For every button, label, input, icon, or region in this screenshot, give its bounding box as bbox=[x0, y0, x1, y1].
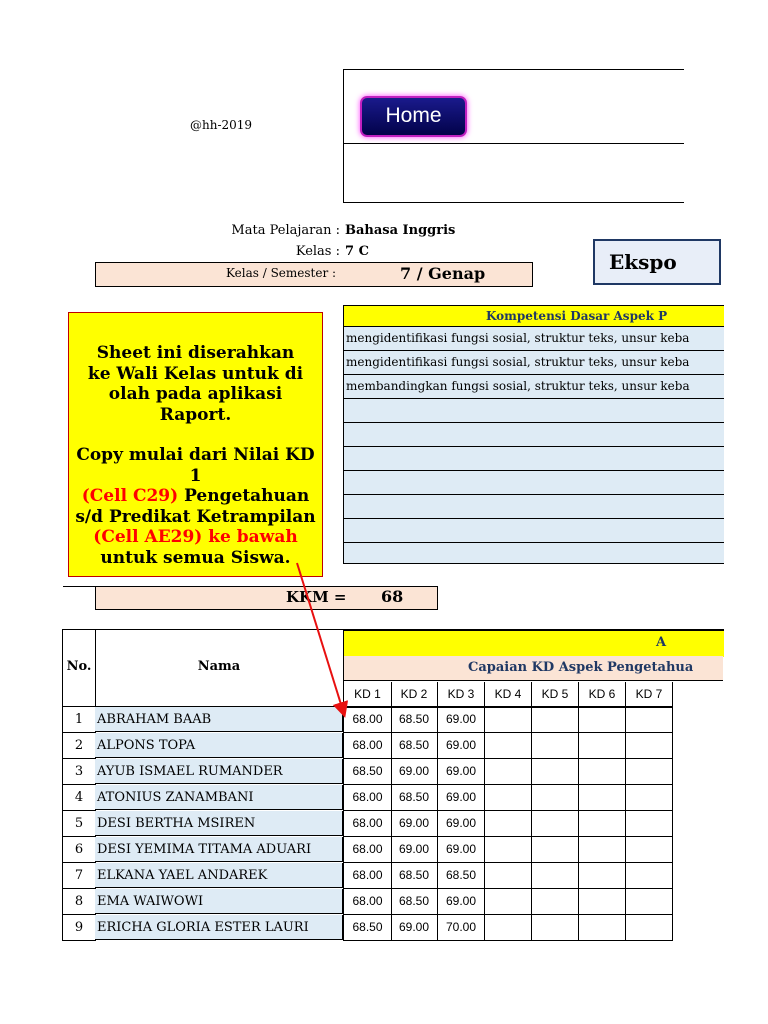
kd-column-header: KD 4 bbox=[485, 682, 532, 708]
kkm-label: KKM = bbox=[286, 588, 347, 606]
kd-score-cell[interactable]: 68.50 bbox=[391, 863, 438, 889]
kd-score-cell[interactable]: 69.00 bbox=[391, 915, 438, 941]
kd-row: mengidentifikasi fungsi sosial, struktur teks, unsur keba bbox=[344, 351, 724, 375]
kd-score-cell[interactable]: 69.00 bbox=[391, 759, 438, 785]
kd-score-cell[interactable]: 69.00 bbox=[438, 707, 485, 733]
kd-score-cell[interactable]: 68.50 bbox=[343, 759, 392, 785]
kd-score-cell[interactable]: 68.50 bbox=[391, 733, 438, 759]
kd-column-header: KD 7 bbox=[626, 682, 673, 708]
row-number: 2 bbox=[62, 733, 96, 759]
no-column-header: No. bbox=[62, 629, 96, 707]
row-number: 9 bbox=[62, 915, 96, 941]
row-number: 1 bbox=[62, 707, 96, 733]
kd-score-cell[interactable]: 69.00 bbox=[438, 889, 485, 915]
capaian-header: Capaian KD Aspek Pengetahua bbox=[343, 656, 723, 681]
row-number: 8 bbox=[62, 889, 96, 915]
note-line-1: Sheet ini diserahkan ke Wali Kelas untuk di olah pada aplikasi Raport. bbox=[87, 343, 304, 425]
kd-score-cell[interactable]: 68.00 bbox=[343, 785, 392, 811]
kd-score-cell[interactable]: 68.00 bbox=[343, 863, 392, 889]
kd-score-cell[interactable]: 68.00 bbox=[343, 811, 392, 837]
kelas-label: Kelas : bbox=[295, 244, 340, 259]
credit-label: @hh-2019 bbox=[190, 118, 253, 132]
row-number: 5 bbox=[62, 811, 96, 837]
nama-column-header: Nama bbox=[95, 629, 344, 707]
kd-score-cell[interactable]: 69.00 bbox=[438, 837, 485, 863]
row-number: 4 bbox=[62, 785, 96, 811]
student-name[interactable]: EMA WAIWOWI bbox=[95, 889, 343, 914]
student-name[interactable]: ALPONS TOPA bbox=[95, 733, 343, 758]
kd-column-header: KD 1 bbox=[343, 682, 392, 708]
kd-score-cell[interactable]: 68.00 bbox=[343, 733, 392, 759]
student-name[interactable]: ERICHA GLORIA ESTER LAURI bbox=[95, 915, 343, 940]
student-name[interactable]: DESI YEMIMA TITAMA ADUARI bbox=[95, 837, 343, 862]
kd-score-cell[interactable]: 70.00 bbox=[438, 915, 485, 941]
kd-score-cell[interactable]: 69.00 bbox=[438, 759, 485, 785]
note-line-2a: Copy mulai dari Nilai KD 1 bbox=[76, 445, 315, 486]
student-name[interactable]: AYUB ISMAEL RUMANDER bbox=[95, 759, 343, 784]
home-button[interactable]: Home bbox=[360, 96, 467, 137]
kd-score-cell[interactable]: 68.50 bbox=[391, 707, 438, 733]
note-line-2e: untuk semua Siswa. bbox=[100, 547, 291, 568]
row-number: 6 bbox=[62, 837, 96, 863]
kelas-value: 7 C bbox=[345, 244, 369, 259]
note-cell-c29: (Cell C29) bbox=[81, 486, 179, 506]
kd-column-header: KD 5 bbox=[532, 682, 579, 708]
kd-score-cell[interactable]: 68.50 bbox=[391, 889, 438, 915]
kd-score-cell[interactable]: 69.00 bbox=[438, 785, 485, 811]
row-number: 3 bbox=[62, 759, 96, 785]
kd-column-header: KD 6 bbox=[579, 682, 626, 708]
note-cell-ae29: (Cell AE29) ke bawah bbox=[93, 527, 298, 547]
kelas-semester-label: Kelas / Semester : bbox=[226, 266, 337, 280]
student-name[interactable]: DESI BERTHA MSIREN bbox=[95, 811, 343, 836]
kd-score-cell[interactable]: 68.00 bbox=[343, 889, 392, 915]
kd-score-cell[interactable]: 69.00 bbox=[391, 837, 438, 863]
kd-score-cell[interactable]: 68.50 bbox=[438, 863, 485, 889]
kd-panel-title: Kompetensi Dasar Aspek P bbox=[344, 306, 724, 327]
mata-pelajaran-label: Mata Pelajaran : bbox=[231, 223, 340, 238]
kd-score-cell[interactable]: 69.00 bbox=[391, 811, 438, 837]
kelas-semester-value: 7 / Genap bbox=[400, 264, 486, 283]
kd-score-cell[interactable]: 68.00 bbox=[343, 837, 392, 863]
row-number: 7 bbox=[62, 863, 96, 889]
kd-score-cell[interactable]: 68.50 bbox=[343, 915, 392, 941]
kd-row: membandingkan fungsi sosial, struktur teks, unsur keba bbox=[344, 375, 724, 399]
student-name[interactable]: ATONIUS ZANAMBANI bbox=[95, 785, 343, 810]
note-line-2c: Pengetahuan s/d Predikat Ketrampilan bbox=[75, 486, 316, 527]
student-name[interactable]: ABRAHAM BAAB bbox=[95, 707, 343, 732]
mata-pelajaran-value: Bahasa Inggris bbox=[345, 223, 456, 238]
kd-row: mengidentifikasi fungsi sosial, struktur teks, unsur keba bbox=[344, 327, 724, 351]
kd-score-cell[interactable]: 68.00 bbox=[343, 707, 392, 733]
kkm-value: 68 bbox=[381, 587, 404, 606]
student-name[interactable]: ELKANA YAEL ANDAREK bbox=[95, 863, 343, 888]
group-header-label: A bbox=[656, 635, 667, 650]
kd-column-header: KD 2 bbox=[391, 682, 438, 708]
kd-column-header: KD 3 bbox=[438, 682, 485, 708]
ekspor-button[interactable]: Ekspo bbox=[593, 239, 721, 285]
kd-score-cell[interactable]: 69.00 bbox=[438, 811, 485, 837]
kd-score-cell[interactable]: 69.00 bbox=[438, 733, 485, 759]
kd-score-cell[interactable]: 68.50 bbox=[391, 785, 438, 811]
